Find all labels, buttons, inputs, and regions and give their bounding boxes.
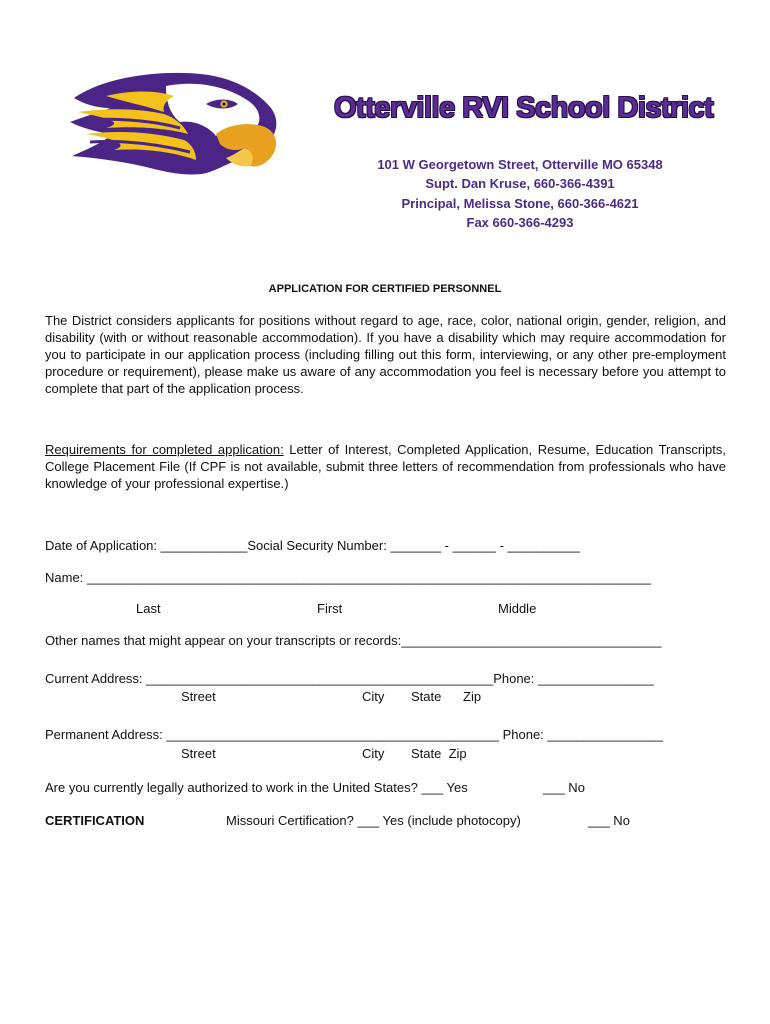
permanent-city-label: City	[362, 746, 385, 761]
name-field[interactable]: Name: ______________________________________________________________________________	[45, 570, 651, 585]
superintendent-contact: Supt. Dan Kruse, 660-366-4391	[425, 176, 615, 191]
eagle-head-logo-icon	[66, 68, 280, 176]
fax-number: Fax 660-366-4293	[466, 215, 574, 230]
requirements-label: Requirements for completed application:	[45, 442, 284, 457]
district-address: 101 W Georgetown Street, Otterville MO 65348	[377, 157, 663, 172]
permanent-street-label: Street	[181, 746, 216, 761]
name-last-label: Last	[136, 601, 161, 616]
missouri-certification-yes[interactable]: Missouri Certification? ___ Yes (include photocopy)	[226, 813, 521, 828]
work-authorization-no[interactable]: ___ No	[543, 780, 585, 795]
form-title: APPLICATION FOR CERTIFIED PERSONNEL	[268, 283, 502, 295]
requirements-text: Letter of Interest, Completed Application, Resume, Education Transcripts, College Placement File (If CPF is not available, submit three letters of recommendation from professionals who have knowledge of your professional expertise.)	[45, 442, 727, 491]
nondiscrimination-notice: The District considers applicants for positions without regard to age, race, color, national origin, gender, religion, and disability (with or without reasonable accommodation). If you have a disability which may require accommodation for you to participate in our application process (including filling out this form, interviewing, or any other pre-employment procedure or requirement), please make us aware of any accommodation you feel is necessary before you attempt to complete that part of the application process.	[45, 313, 726, 396]
permanent-address-field[interactable]: Permanent Address: ______________________________________________ Phone: ________________	[45, 727, 664, 742]
current-city-label: City	[362, 689, 385, 704]
principal-contact: Principal, Melissa Stone, 660-366-4621	[401, 196, 639, 211]
certification-heading: CERTIFICATION	[45, 813, 145, 828]
name-middle-label: Middle	[498, 601, 537, 616]
other-names-field[interactable]: Other names that might appear on your transcripts or records:____________________________________	[45, 633, 662, 648]
district-name: Otterville RVI School District	[334, 92, 714, 124]
work-authorization-yes[interactable]: Are you currently legally authorized to work in the United States? ___ Yes	[45, 780, 468, 795]
missouri-certification-no[interactable]: ___ No	[588, 813, 630, 828]
current-address-field[interactable]: Current Address: ________________________________________________Phone: ________________	[45, 671, 654, 686]
requirements-paragraph	[45, 441, 726, 492]
date-ssn-field[interactable]: Date of Application: ____________Social Security Number: _______ - ______ - __________	[45, 538, 580, 553]
name-first-label: First	[317, 601, 343, 616]
current-zip-label: Zip	[463, 689, 482, 704]
permanent-state-zip-label: State Zip	[411, 746, 467, 761]
current-state-label: State	[411, 689, 442, 704]
current-street-label: Street	[181, 689, 216, 704]
